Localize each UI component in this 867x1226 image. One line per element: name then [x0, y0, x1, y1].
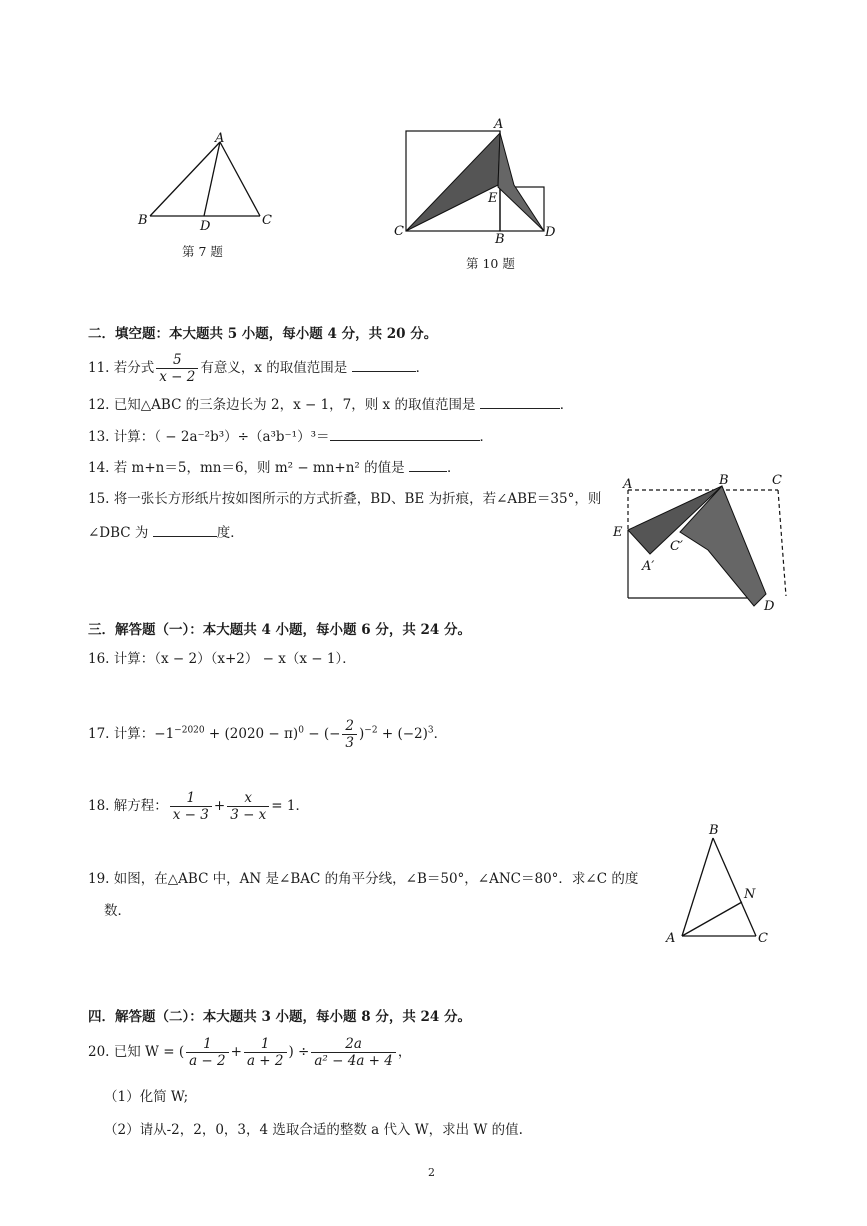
fig10-label-c: C — [394, 224, 404, 239]
q17-exp-b: 0 — [298, 725, 304, 736]
q12-end: ． — [559, 397, 574, 413]
q18-f2-den: 3 − x — [230, 807, 267, 823]
q17-term-d: ) — [359, 726, 365, 742]
q17-frac-num: 2 — [342, 718, 357, 735]
q17-pre: 17. 计算： — [88, 726, 155, 742]
fig7-label-d: D — [200, 219, 211, 234]
question-20 — [88, 1036, 411, 1069]
q18-plus: + — [213, 798, 226, 814]
q13-text: 13. 计算：（ − 2a⁻²b³）÷（a³b⁻¹）³＝ — [88, 429, 330, 445]
fig15-label-a-prime: A′ — [642, 559, 655, 574]
q11-answer-blank[interactable] — [352, 357, 416, 372]
fig19-label-a: A — [666, 931, 676, 946]
q20-fraction-3 — [311, 1036, 395, 1069]
q20-f2-num: 1 — [244, 1036, 287, 1053]
fig7-label-a: A — [215, 131, 225, 146]
q20-div: ) ÷ — [288, 1044, 310, 1060]
question-19-line-2: 数． — [104, 903, 131, 919]
page-number: 2 — [428, 1166, 435, 1179]
question-13 — [88, 426, 493, 446]
question-17 — [88, 718, 447, 751]
q17-term-e: + (−2) — [377, 726, 428, 742]
fig19-label-b: B — [709, 823, 719, 838]
q17-term-c: − (− — [303, 726, 341, 742]
figure-19-triangle — [660, 818, 785, 948]
question-14 — [88, 457, 460, 477]
q17-exp-a: −2020 — [174, 725, 205, 736]
question-20-part-1: （1）化简 W; — [104, 1089, 189, 1105]
fig15-label-d: D — [764, 599, 775, 614]
q11-pre: 11. 若分式 — [88, 360, 155, 376]
fig7-label-c: C — [262, 213, 272, 228]
section-3-title: 三．解答题（一）：本大题共 4 小题，每小题 6 分，共 24 分。 — [88, 622, 472, 638]
fig7-label-b: B — [138, 213, 148, 228]
fig10-label-a: A — [494, 117, 504, 132]
question-16: 16. 计算：（x − 2）（x+2） − x（x − 1）． — [88, 651, 356, 667]
q18-fraction-1 — [170, 790, 212, 823]
q18-f1-den: x − 3 — [172, 807, 209, 823]
q11-num: 5 — [156, 352, 198, 369]
q17-exp-e: 3 — [427, 725, 434, 736]
q14-text: 14. 若 m+n＝5，mn＝6，则 m² − mn+n² 的值是 — [88, 460, 405, 476]
fig15-label-a: A — [623, 477, 633, 492]
q15-pre: ∠DBC 为 — [88, 525, 149, 541]
figure-10-folded-rectangles — [390, 115, 565, 245]
fig19-label-n: N — [744, 887, 756, 902]
fig10-label-b: B — [495, 232, 505, 245]
q14-end: ． — [446, 460, 461, 476]
q17-term-a: −1 — [154, 726, 175, 742]
q18-pre: 18. 解方程： — [88, 798, 168, 814]
q11-post: 有意义，x 的取值范围是 — [200, 360, 348, 376]
q20-f3-den: a² − 4a + 4 — [314, 1053, 393, 1069]
fig15-label-b: B — [719, 473, 729, 488]
section-4-title: 四．解答题（二）：本大题共 3 小题，每小题 8 分，共 24 分。 — [88, 1009, 472, 1025]
question-15-line-2 — [88, 522, 244, 542]
q20-fraction-2 — [244, 1036, 287, 1069]
fig15-label-c: C — [772, 473, 782, 488]
q17-term-b: + (2020 − π) — [204, 726, 299, 742]
q18-fraction-2 — [227, 790, 269, 823]
q20-fraction-1 — [186, 1036, 229, 1069]
q20-plus: + — [230, 1044, 242, 1060]
question-19-line-1: 19. 如图，在△ABC 中，AN 是∠BAC 的角平分线，∠B＝50°，∠ANC＝80°．求∠C 的度 — [88, 871, 639, 887]
q20-f1-den: a − 2 — [189, 1053, 226, 1069]
q11-den: x − 2 — [159, 369, 196, 385]
q11-end: ． — [415, 360, 430, 376]
section-2-title: 二．填空题：本大题共 5 小题，每小题 4 分，共 20 分。 — [88, 326, 438, 342]
q18-post: = 1． — [271, 798, 309, 814]
fig15-label-e: E — [613, 525, 623, 540]
q20-f1-num: 1 — [186, 1036, 229, 1053]
question-15-line-1: 15. 将一张长方形纸片按如图所示的方式折叠，BD、BE 为折痕，若∠ABE＝35°，则 — [88, 491, 602, 507]
q17-exp-d: −2 — [364, 725, 378, 736]
q20-f2-den: a + 2 — [246, 1053, 284, 1069]
figure-15-folded-paper — [608, 470, 793, 615]
q18-f1-num: 1 — [170, 790, 212, 807]
q15-post: 度． — [216, 525, 244, 541]
question-12 — [88, 394, 573, 414]
q11-fraction — [156, 352, 198, 385]
q15-answer-blank[interactable] — [153, 522, 217, 537]
question-18 — [88, 790, 309, 823]
fig7-caption: 第 7 题 — [182, 244, 223, 259]
fig19-label-c: C — [758, 931, 768, 946]
q20-f3-num: 2a — [311, 1036, 395, 1053]
q20-pre: 20. 已知 W = ( — [88, 1044, 185, 1060]
q12-answer-blank[interactable] — [480, 394, 560, 409]
q13-end: ． — [479, 429, 493, 445]
q17-fraction — [342, 718, 357, 751]
fig10-label-e: E — [488, 191, 498, 206]
q17-end: ． — [433, 726, 448, 742]
q17-frac-den: 3 — [345, 735, 354, 751]
figure-7-triangle — [130, 130, 280, 235]
q20-end: ， — [397, 1044, 412, 1060]
q14-answer-blank[interactable] — [409, 457, 447, 472]
q18-f2-num: x — [227, 790, 269, 807]
question-11 — [88, 352, 429, 385]
fig10-caption: 第 10 题 — [466, 256, 515, 271]
q12-text: 12. 已知△ABC 的三条边长为 2，x − 1，7，则 x 的取值范围是 — [88, 397, 476, 413]
question-20-part-2: （2）请从-2，2，0，3，4 选取合适的整数 a 代入 W，求出 W 的值. — [104, 1122, 523, 1138]
q13-answer-blank[interactable] — [330, 426, 480, 441]
fig15-label-c-prime: C′ — [670, 539, 683, 554]
fig10-label-d: D — [545, 225, 556, 240]
